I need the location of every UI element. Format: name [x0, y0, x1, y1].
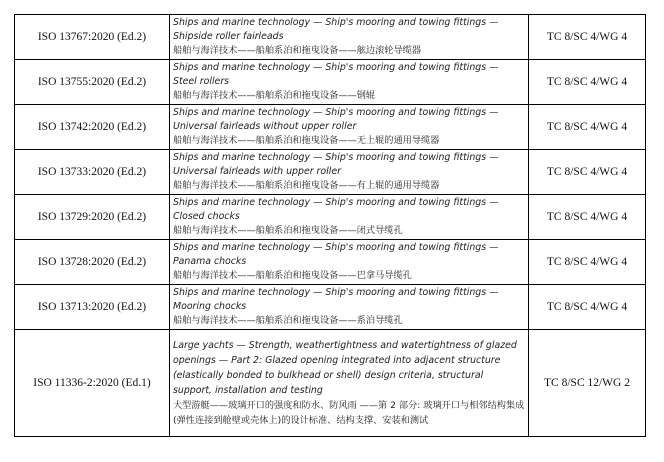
standard-number: ISO 13767:2020 (Ed.2) [15, 15, 170, 60]
standards-table [14, 14, 646, 437]
standard-title [170, 60, 529, 105]
title-english: Ships and marine technology — Ship's mooring and towing fittings — Steel rollers [173, 62, 499, 87]
table-row [15, 330, 646, 437]
committee-code: TC 8/SC 4/WG 4 [529, 150, 646, 195]
title-chinese: 船舶与海洋技术——船舶系泊和拖曳设备——有上辊的通用导缆器 [173, 180, 440, 191]
title-chinese: 船舶与海洋技术——船舶系泊和拖曳设备——巴拿马导缆孔 [173, 270, 412, 281]
title-english: Ships and marine technology — Ship's mooring and towing fittings — Panama chocks [173, 242, 499, 267]
standard-title [170, 195, 529, 240]
title-english: Large yachts — Strength, weathertightness and watertightness of glazed openings — Part 2: Glazed opening integrated into adjacent structure (elastically bonded to bulkhead or shell) design criteria, structural support, installation and testing [173, 340, 517, 396]
standard-number: ISO 13729:2020 (Ed.2) [15, 195, 170, 240]
standard-title [170, 330, 529, 437]
standard-title [170, 105, 529, 150]
committee-code: TC 8/SC 12/WG 2 [529, 330, 646, 437]
committee-code: TC 8/SC 4/WG 4 [529, 105, 646, 150]
title-chinese: 大型游艇——玻璃开口的强度和防水、防风雨 ——第 2 部分: 玻璃开口与相邻结构集成(弹性连接到舱壁或壳体上)的设计标准、结构支撑、安装和测试 [173, 400, 525, 426]
standard-title [170, 285, 529, 330]
table-row [15, 195, 646, 240]
standard-title [170, 150, 529, 195]
standard-title [170, 240, 529, 285]
committee-code: TC 8/SC 4/WG 4 [529, 60, 646, 105]
table-row [15, 105, 646, 150]
committee-code: TC 8/SC 4/WG 4 [529, 195, 646, 240]
title-chinese: 船舶与海洋技术——船舶系泊和拖曳设备——舷边滚轮导缆器 [173, 45, 422, 56]
title-chinese: 船舶与海洋技术——船舶系泊和拖曳设备——无上辊的通用导缆器 [173, 135, 440, 146]
standard-number: ISO 13742:2020 (Ed.2) [15, 105, 170, 150]
table-row [15, 285, 646, 330]
title-english: Ships and marine technology — Ship's mooring and towing fittings — Closed chocks [173, 197, 499, 222]
standard-number: ISO 13755:2020 (Ed.2) [15, 60, 170, 105]
standard-number: ISO 11336-2:2020 (Ed.1) [15, 330, 170, 437]
title-english: Ships and marine technology — Ship's mooring and towing fittings — Mooring chocks [173, 287, 499, 312]
standard-number: ISO 13733:2020 (Ed.2) [15, 150, 170, 195]
title-chinese: 船舶与海洋技术——船舶系泊和拖曳设备——闭式导缆孔 [173, 225, 403, 236]
title-english: Ships and marine technology — Ship's mooring and towing fittings — Shipside roller fairleads [173, 17, 499, 42]
standard-number: ISO 13713:2020 (Ed.2) [15, 285, 170, 330]
standard-title [170, 15, 529, 60]
title-chinese: 船舶与海洋技术——船舶系泊和拖曳设备——系泊导缆孔 [173, 315, 403, 326]
committee-code: TC 8/SC 4/WG 4 [529, 240, 646, 285]
title-chinese: 船舶与海洋技术——船舶系泊和拖曳设备——钢辊 [173, 90, 376, 101]
table-row [15, 60, 646, 105]
standard-number: ISO 13728:2020 (Ed.2) [15, 240, 170, 285]
committee-code: TC 8/SC 4/WG 4 [529, 15, 646, 60]
title-english: Ships and marine technology — Ship's mooring and towing fittings — Universal fairleads with upper roller [173, 152, 499, 177]
table-row [15, 240, 646, 285]
committee-code: TC 8/SC 4/WG 4 [529, 285, 646, 330]
table-row [15, 15, 646, 60]
table-row [15, 150, 646, 195]
title-english: Ships and marine technology — Ship's mooring and towing fittings — Universal fairleads without upper roller [173, 107, 499, 132]
